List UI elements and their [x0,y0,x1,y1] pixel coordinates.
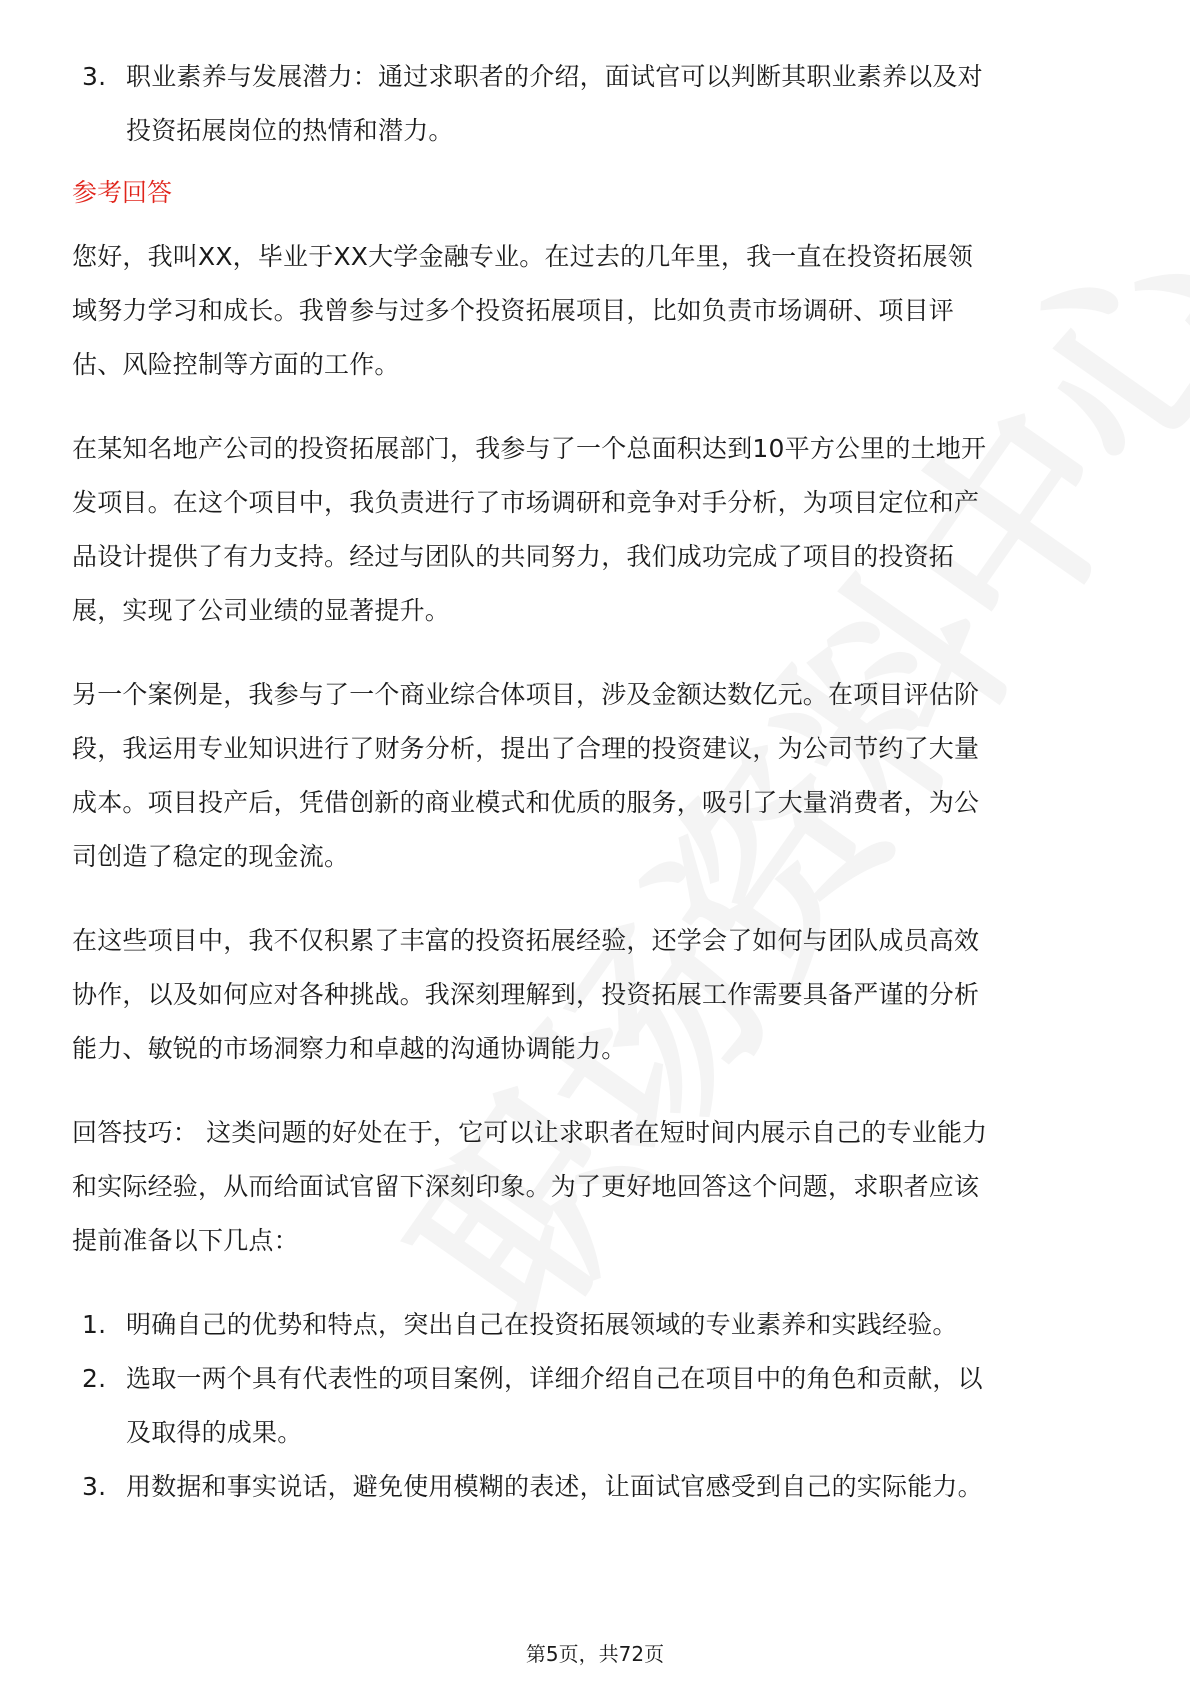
paragraph-line: 能力、敏锐的市场洞察力和卓越的沟通协调能力。 [72,1034,627,1063]
paragraph-1 [72,230,1122,392]
tips-item-number: 2. [82,1364,107,1393]
intro-item-line-2: 投资拓展岗位的热情和潜力。 [126,116,454,145]
tips-list-item-1 [72,1298,1122,1352]
paragraph-line: 估、风险控制等方面的工作。 [72,350,400,379]
tips-item-continuation: 及取得的成果。 [126,1418,303,1447]
paragraph-line: 和实际经验，从而给面试官留下深刻印象。为了更好地回答这个问题，求职者应该 [72,1172,980,1201]
tips-item-number: 3. [82,1472,107,1501]
intro-item-number: 3. [82,62,107,91]
paragraph-line: 协作，以及如何应对各种挑战。我深刻理解到，投资拓展工作需要具备严谨的分析 [72,980,980,1009]
paragraph-line: 段，我运用专业知识进行了财务分析，提出了合理的投资建议，为公司节约了大量 [72,734,980,763]
paragraph-line: 回答技巧： 这类问题的好处在于，它可以让求职者在短时间内展示自己的专业能力 [72,1118,988,1147]
paragraph-line: 司创造了稳定的现金流。 [72,842,350,871]
paragraph-line: 您好，我叫XX，毕业于XX大学金融专业。在过去的几年里，我一直在投资拓展领 [72,242,973,271]
tips-item-text: 明确自己的优势和特点，突出自己在投资拓展领域的专业素养和实践经验。 [126,1310,958,1339]
paragraph-line: 域努力学习和成长。我曾参与过多个投资拓展项目，比如负责市场调研、项目评 [72,296,955,325]
paragraph-line: 另一个案例是，我参与了一个商业综合体项目，涉及金额达数亿元。在项目评估阶 [72,680,980,709]
page-footer: 第5页，共72页 [525,1642,665,1666]
intro-item-text-1: 职业素养与发展潜力：通过求职者的介绍，面试官可以判断其职业素养以及对 [126,62,983,91]
intro-item-line-1 [72,50,1122,104]
paragraph-line: 成本。项目投产后，凭借创新的商业模式和优质的服务，吸引了大量消费者，为公 [72,788,980,817]
paragraph-line: 在某知名地产公司的投资拓展部门，我参与了一个总面积达到10平方公里的土地开 [72,434,987,463]
intro-list-item [72,50,1122,158]
tips-item-text: 用数据和事实说话，避免使用模糊的表述，让面试官感受到自己的实际能力。 [126,1472,983,1501]
paragraph-tips-intro [72,1106,1122,1268]
tips-list [72,1298,1122,1514]
paragraph-4 [72,914,1122,1076]
section-title: 参考回答 [72,178,173,207]
tips-list-item-3 [72,1460,1122,1514]
document-page [72,50,1122,1514]
tips-item-text: 选取一两个具有代表性的项目案例，详细介绍自己在项目中的角色和贡献，以 [126,1364,983,1393]
paragraph-line: 品设计提供了有力支持。经过与团队的共同努力，我们成功完成了项目的投资拓 [72,542,955,571]
paragraph-line: 提前准备以下几点： [72,1226,299,1255]
paragraph-2 [72,422,1122,638]
paragraph-3 [72,668,1122,884]
paragraph-line: 展，实现了公司业绩的显著提升。 [72,596,451,625]
tips-item-number: 1. [82,1310,107,1339]
tips-list-item-2 [72,1352,1122,1406]
paragraph-line: 发项目。在这个项目中，我负责进行了市场调研和竞争对手分析，为项目定位和产 [72,488,980,517]
paragraph-line: 在这些项目中，我不仅积累了丰富的投资拓展经验，还学会了如何与团队成员高效 [72,926,980,955]
